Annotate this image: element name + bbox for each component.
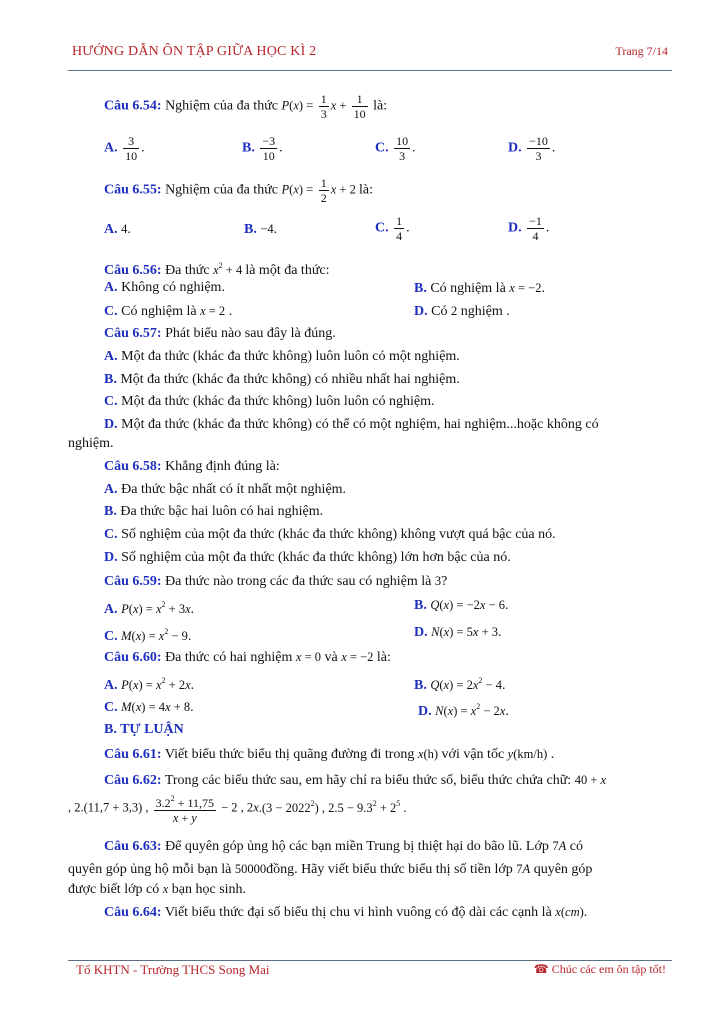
question-6-64: Câu 6.64: Viết biểu thức đại số biểu thị chu vi hình vuông có độ dài các cạnh là x(cm).: [104, 905, 588, 920]
option-b[interactable]: B. Đa thức bậc hai luôn có hai nghiệm.: [104, 504, 324, 519]
question-6-54: Câu 6.54: Nghiệm của đa thức P(x) = $\frac{1}{3}$ x + $\frac{1}{10}$ là:: [104, 92, 388, 121]
option-d[interactable]: D. $N(x) = x^2 - 2x$.: [418, 702, 509, 719]
fraction: $\frac{1}{10}$: [353, 92, 366, 121]
option-b[interactable]: B. Có nghiệm là x = −2.: [414, 281, 545, 296]
expression-list: , 2.(11,7 + 3,3) , $\frac{3.2^2 + 11,75}{x + y}$ − 2 , $2x.(3 - 2022^2)$ , $2.5 - 9.3^2 + 2^5$ .: [68, 794, 407, 825]
question-6-59: Câu 6.59: Đa thức nào trong các đa thức sau có nghiệm là 3?: [104, 574, 448, 589]
option-d-continuation: nghiệm.: [68, 436, 114, 451]
question-label: Câu 6.54:: [104, 98, 162, 114]
option-b[interactable]: B. Q(x) = −2x − 6.: [414, 598, 509, 613]
option-a[interactable]: A. 4.: [104, 222, 131, 237]
question-6-58: Câu 6.58: Khẳng định đúng là:: [104, 459, 280, 474]
option-b[interactable]: B. $Q(x) = 2x^2 - 4$.: [414, 676, 506, 693]
question-6-56: Câu 6.56: Đa thức $x^2 + 4$ là một đa thức:: [104, 261, 330, 278]
fraction: $\frac{1}{3}$: [320, 92, 327, 121]
question-6-57: Câu 6.57: Phát biểu nào sau đây là đúng.: [104, 326, 336, 341]
question-text: Nghiệm của đa thức: [165, 98, 278, 114]
option-d[interactable]: D. Có 2 nghiệm .: [414, 304, 510, 319]
question-tail: là:: [373, 98, 388, 114]
option-d[interactable]: D. Một đa thức (khác đa thức không) có thể có một nghiệm, hai nghiệm...hoặc không có: [104, 417, 599, 432]
option-a[interactable]: A. Một đa thức (khác đa thức không) luôn luôn có một nghiệm.: [104, 349, 460, 364]
option-a[interactable]: A. $\frac{3}{10}$ .: [104, 134, 145, 163]
option-c[interactable]: C. Số nghiệm của một đa thức (khác đa thức không) không vượt quá bậc của nó.: [104, 527, 556, 542]
footer-left: Tổ KHTN - Trường THCS Song Mai: [76, 962, 270, 977]
question-6-63-line-2: quyên góp ủng hộ mỗi bạn là 50000đồng. Hãy viết biểu thức biểu thị số tiền lớp 7A quyên góp: [68, 862, 593, 877]
footer-divider: [68, 960, 672, 961]
option-c[interactable]: C. Một đa thức (khác đa thức không) luôn luôn có nghiệm.: [104, 394, 435, 409]
question-6-62: Câu 6.62: Trong các biểu thức sau, em hãy chỉ ra biểu thức số, biểu thức chứa chữ: 40 + x: [104, 773, 607, 788]
question-6-63-line-3: được biết lớp có x bạn học sinh.: [68, 882, 247, 897]
question-6-60: Câu 6.60: Đa thức có hai nghiệm x = 0 và x = −2 là:: [104, 650, 391, 665]
fraction: $\frac{3.2^2 + 11,75}{x + y}$: [155, 794, 214, 825]
fraction: $\frac{1}{2}$: [320, 176, 327, 205]
math-expression: P: [281, 98, 290, 113]
option-a[interactable]: A. $P(x) = x^2 + 3x$.: [104, 600, 195, 617]
section-heading: B. TỰ LUẬN: [104, 722, 184, 737]
option-d[interactable]: D. $\frac{-1}{4}$ .: [508, 214, 550, 243]
option-d[interactable]: D. $\frac{-10}{3}$ .: [508, 134, 556, 163]
header-title: HƯỚNG DẪN ÔN TẬP GIỮA HỌC KÌ 2: [72, 44, 317, 59]
question-6-61: Câu 6.61: Viết biểu thức biểu thị quãng đường đi trong x(h) với vận tốc y(km/h) .: [104, 747, 555, 762]
option-a[interactable]: A. Đa thức bậc nhất có ít nhất một nghiệm.: [104, 482, 347, 497]
footer-right: ☎ Chúc các em ôn tập tốt!: [533, 962, 666, 976]
option-a[interactable]: A. $P(x) = x^2 + 2x$.: [104, 676, 195, 693]
header-divider: [68, 70, 672, 71]
question-6-55: Câu 6.55: Nghiệm của đa thức P(x) = $\frac{1}{2}$ x + 2 là:: [104, 176, 373, 205]
option-c[interactable]: C. $\frac{1}{4}$ .: [375, 214, 410, 243]
page-number: Trang 7/14: [615, 44, 668, 58]
option-d[interactable]: D. Số nghiệm của một đa thức (khác đa thức không) lớn hơn bậc của nó.: [104, 550, 511, 565]
option-c[interactable]: C. Có nghiệm là x = 2 .: [104, 304, 233, 319]
option-c[interactable]: C. $\frac{10}{3}$ .: [375, 134, 416, 163]
question-6-63: Câu 6.63: Để quyên góp ủng hộ các bạn miền Trung bị thiệt hại do bão lũ. Lớp 7A có: [104, 839, 583, 854]
option-b[interactable]: B. −4.: [244, 222, 278, 237]
option-d[interactable]: D. N(x) = 5x + 3.: [414, 625, 502, 640]
option-a[interactable]: A. Không có nghiệm.: [104, 280, 225, 295]
option-c[interactable]: C. $M(x) = x^2 - 9$.: [104, 627, 192, 644]
option-b[interactable]: B. $\frac{-3}{10}$ .: [242, 134, 283, 163]
option-b[interactable]: B. Một đa thức (khác đa thức không) có nhiều nhất hai nghiệm.: [104, 372, 460, 387]
option-c[interactable]: C. M(x) = 4x + 8.: [104, 700, 194, 715]
